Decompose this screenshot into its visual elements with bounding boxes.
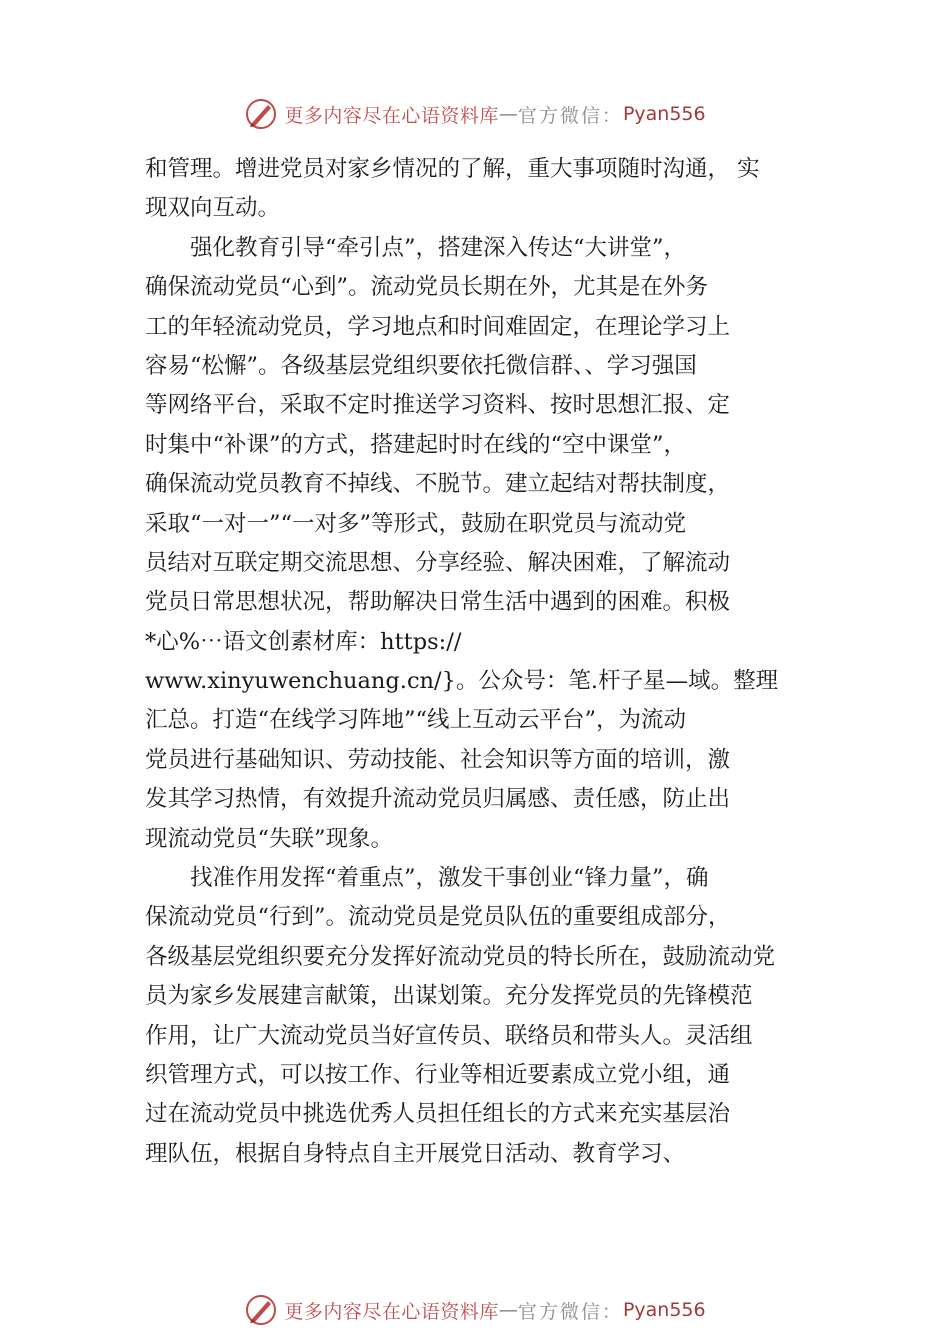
banner-wechat-id: Pyan556 <box>622 103 706 125</box>
text-line: 各级基层党组织要充分发挥好流动党员的特长所在，鼓励流动党 <box>145 943 776 970</box>
pen-logo-icon <box>244 1293 278 1327</box>
footer-banner <box>0 1290 950 1330</box>
text-line: 理队伍，根据自身特点自主开展党日活动、教育学习、 <box>145 1140 686 1167</box>
text-line: 员结对互联定期交流思想、分享经验、解决困难，了解流动 <box>145 549 731 576</box>
text-line: 党员日常思想状况，帮助解决日常生活中遇到的困难。积极 <box>145 589 731 616</box>
text-line: 工的年轻流动党员，学习地点和时间难固定，在理论学习上 <box>145 313 731 340</box>
text-line: 织管理方式，可以按工作、行业等相近要素成立党小组，通 <box>145 1061 731 1088</box>
text-line: 时集中“补课”的方式，搭建起时时在线的“空中课堂”， <box>145 431 687 458</box>
banner-wechat-label: 官方微信： <box>517 104 623 127</box>
text-line: 现流动党员“失联”现象。 <box>145 825 394 852</box>
header-banner <box>0 94 950 134</box>
text-line: 容易“松懈”。各级基层党组织要依托微信群、、学习强国 <box>145 352 697 379</box>
text-line: 党员进行基础知识、劳动技能、社会知识等方面的培训，激 <box>145 746 731 773</box>
text-line: 现双向互动。 <box>145 195 281 222</box>
text-line: 发其学习热情，有效提升流动党员归属感、责任感，防止出 <box>145 786 731 813</box>
banner-separator: — <box>498 1299 518 1321</box>
text-line: 强化教育引导“牵引点”，搭建深入传达“大讲堂”， <box>145 234 687 261</box>
text-line: 找准作用发挥“着重点”，激发干事创业“锋力量”，确 <box>145 865 709 892</box>
text-line: 汇总。打造“在线学习阵地”“线上互动云平台”，为流动 <box>145 707 687 734</box>
banner-wechat-label: 官方微信： <box>517 1300 623 1323</box>
banner-title: 更多内容尽在心语资料库 <box>284 1300 499 1323</box>
banner-wechat-id: Pyan556 <box>622 1299 706 1321</box>
text-line-url: www.xinyuwenchuang.cn/}。公众号：笔.杆子星—域。整理 <box>145 668 779 695</box>
pen-logo-icon <box>244 97 278 131</box>
text-line: 员为家乡发展建言献策，出谋划策。充分发挥党员的先锋模范 <box>145 983 753 1010</box>
text-line: 作用，让广大流动党员当好宣传员、联络员和带头人。灵活组 <box>145 1022 753 1049</box>
text-line: 过在流动党员中挑选优秀人员担任组长的方式来充实基层治 <box>145 1101 731 1128</box>
text-line: 保流动党员“行到”。流动党员是党员队伍的重要组成部分， <box>145 904 731 931</box>
text-line: 确保流动党员教育不掉线、不脱节。建立起结对帮扶制度， <box>145 471 731 498</box>
text-line: 确保流动党员“心到”。流动党员长期在外，尤其是在外务 <box>145 274 709 301</box>
banner-separator: — <box>498 103 518 125</box>
text-line: 等网络平台，采取不定时推送学习资料、按时思想汇报、定 <box>145 392 731 419</box>
text-line: 和管理。增进党员对家乡情况的了解，重大事项随时沟通， 实 <box>145 156 760 182</box>
text-line: 采取“一对一”“一对多”等形式，鼓励在职党员与流动党 <box>145 510 687 537</box>
document-body <box>145 150 825 1174</box>
banner-title: 更多内容尽在心语资料库 <box>284 104 499 127</box>
text-line: *心%⋯语文创素材库：https:// <box>145 628 462 655</box>
